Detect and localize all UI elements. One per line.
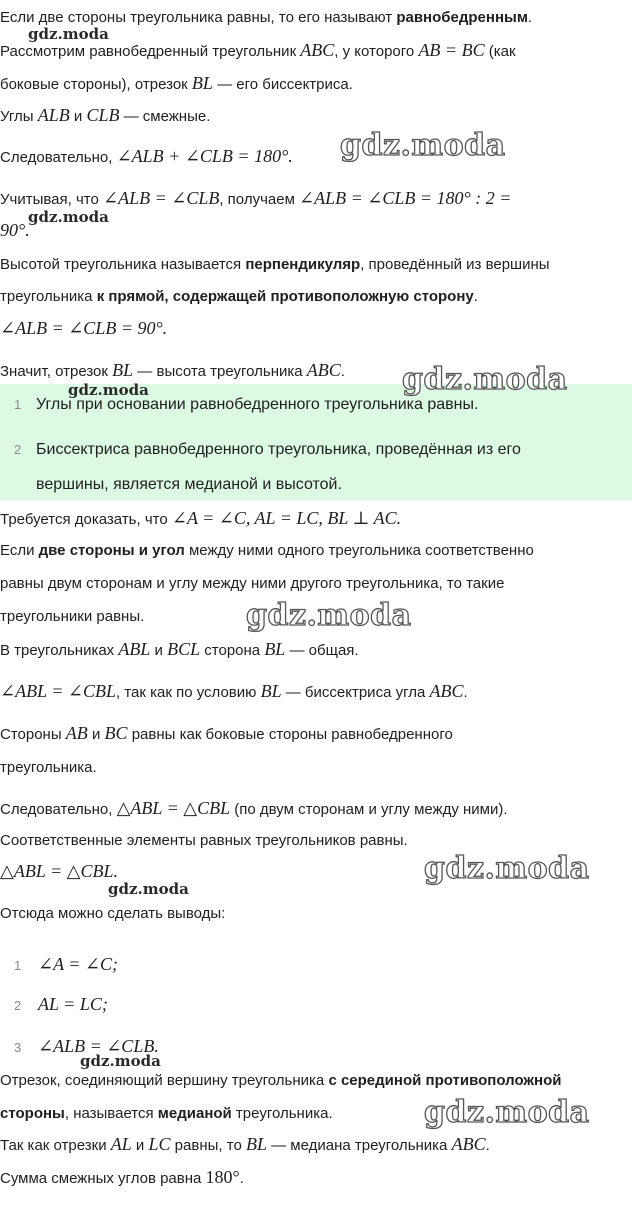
math-expr: ∠ALB + ∠CLB = 180°. (116, 146, 293, 166)
text-line (0, 188, 511, 210)
watermark-logo: gdz.moda (68, 381, 149, 399)
text-line (0, 255, 550, 275)
text-fragment: Так как отрезки (0, 1137, 111, 1154)
text-line (0, 105, 210, 127)
list-number: 1 (14, 958, 22, 973)
text-line: треугольника. (0, 759, 97, 776)
math-expr: BL (245, 1134, 267, 1154)
text-line (0, 146, 293, 168)
text-fragment: и (69, 108, 87, 125)
text-fragment: . (527, 9, 533, 26)
text-line (0, 723, 453, 745)
list-number: 3 (14, 1040, 22, 1055)
watermark-logo: gdz.moda (108, 880, 189, 898)
math-expr: 180° (205, 1167, 240, 1187)
text-fragment: Отрезок, соединяющий вершину треугольника (0, 1072, 329, 1089)
text-fragment: (по двум сторонам и углу между ними). (230, 801, 508, 818)
conclusion-item: AL = LC; (38, 994, 108, 1014)
text-fragment: треугольника. (231, 1105, 333, 1122)
list-item-continuation: вершины, является медианой и высотой. (36, 476, 342, 493)
text-fragment: и (131, 1137, 149, 1154)
text-fragment: равны, то (170, 1137, 246, 1154)
math-expr: ABC (306, 360, 341, 380)
math-expr: LC (148, 1134, 171, 1154)
math-expr: BL (112, 360, 134, 380)
bold-term: стороны (0, 1105, 65, 1122)
text-fragment: В треугольниках (0, 642, 119, 659)
text-fragment: Требуется доказать, что (0, 511, 172, 528)
math-expr: ALB (37, 105, 70, 125)
math-expr: ABL (118, 639, 151, 659)
bold-term: две стороны и угол (38, 542, 185, 559)
text-fragment: Значит, отрезок (0, 363, 113, 380)
text-fragment: Учитывая, что (0, 191, 104, 208)
text-line (0, 541, 534, 561)
bold-term: равнобедренным (396, 9, 528, 26)
conclusion-item: ∠A = ∠C; (38, 954, 118, 974)
text-fragment: Если (0, 542, 39, 559)
text-line (0, 508, 401, 530)
watermark-logo: gdz.moda (28, 208, 109, 226)
text-fragment: — медиана треугольника (266, 1137, 452, 1154)
watermark-logo: gdz.moda (28, 25, 109, 43)
math-expr: CLB (86, 105, 120, 125)
text-fragment: боковые стороны), отрезок (0, 76, 192, 93)
text-line (0, 681, 468, 703)
text-line (0, 220, 30, 242)
text-fragment: , у которого (334, 43, 419, 60)
text-line (0, 318, 167, 340)
text-fragment: и (87, 726, 105, 743)
text-fragment: Рассмотрим равнобедренный треугольник (0, 43, 301, 60)
math-expr: BC (104, 723, 128, 743)
text-line (0, 73, 353, 95)
text-fragment: . (473, 288, 478, 305)
text-line: Соответственные элементы равных треугольников равны. (0, 832, 408, 849)
text-fragment: — высота треугольника (133, 363, 307, 380)
math-expr: ∠A = ∠C, AL = LC, BL ⊥ AC. (171, 508, 402, 528)
math-expr: ABC (451, 1134, 486, 1154)
math-expr: ABC (429, 681, 464, 701)
text-fragment: Углы (0, 108, 38, 125)
text-fragment: (как (484, 43, 516, 60)
math-expr: 90°. (0, 220, 30, 240)
math-expr: ∠ALB = ∠CLB (103, 188, 220, 208)
text-fragment: Следовательно, (0, 149, 117, 166)
watermark-logo: gdz.moda (402, 362, 568, 397)
list-item: Углы при основании равнобедренного треугольника равны. (36, 396, 479, 413)
text-fragment: . (340, 363, 345, 380)
bold-term: медианой (157, 1105, 232, 1122)
text-line (0, 861, 118, 883)
watermark-logo: gdz.moda (340, 128, 506, 163)
watermark-logo: gdz.moda (424, 1095, 590, 1130)
text-fragment: — смежные. (119, 108, 211, 125)
text-line (0, 1071, 562, 1091)
watermark-logo: gdz.moda (246, 598, 412, 633)
text-line (0, 798, 508, 820)
text-line (0, 360, 345, 382)
math-expr: AB (65, 723, 88, 743)
text-fragment: сторона (200, 642, 265, 659)
bold-term: перпендикуляр (245, 256, 361, 273)
math-expr: ∠ALB = ∠CLB = 180° : 2 = (299, 188, 512, 208)
text-line (0, 1104, 333, 1124)
text-line (0, 1134, 490, 1156)
list-item: Биссектриса равнобедренного треугольника, проведённая из его (36, 441, 521, 458)
text-fragment: — его биссектриса. (212, 76, 353, 93)
text-line (0, 287, 478, 307)
math-expr: BL (264, 639, 286, 659)
text-fragment: Высотой треугольника называется (0, 256, 246, 273)
math-expr: BL (260, 681, 282, 701)
text-fragment: , получаем (219, 191, 300, 208)
text-fragment: . (239, 1170, 244, 1187)
text-fragment: Сумма смежных углов равна (0, 1170, 206, 1187)
conclusion-item: ∠ALB = ∠CLB. (38, 1036, 159, 1056)
text-line: треугольники равны. (0, 608, 145, 625)
math-expr: △ABL = △CBL (116, 798, 231, 818)
text-fragment: Если две стороны треугольника равны, то его называют (0, 9, 397, 26)
text-line (0, 1167, 244, 1189)
text-line: Отсюда можно сделать выводы: (0, 905, 226, 922)
text-fragment: между ними одного треугольника соответственно (184, 542, 534, 559)
watermark-logo: gdz.moda (424, 851, 590, 886)
text-fragment: равны как боковые стороны равнобедренного (127, 726, 453, 743)
text-fragment: , так как по условию (116, 684, 261, 701)
math-expr: BCL (167, 639, 201, 659)
bold-term: с серединой противоположной (328, 1072, 562, 1089)
math-expr: AB = BC (418, 40, 485, 60)
math-expr: ∠ABL = ∠CBL (0, 681, 116, 701)
math-expr: AL (110, 1134, 132, 1154)
text-fragment: . (463, 684, 468, 701)
math-expr: BL (191, 73, 213, 93)
text-fragment: Стороны (0, 726, 66, 743)
text-fragment: треугольника (0, 288, 97, 305)
text-line: равны двум сторонам и углу между ними другого треугольника, то такие (0, 575, 505, 592)
list-number: 2 (14, 998, 22, 1013)
text-fragment: . (485, 1137, 490, 1154)
text-line (0, 639, 359, 661)
text-line (0, 40, 516, 62)
text-fragment: и (150, 642, 168, 659)
text-fragment: , проведённый из вершины (360, 256, 550, 273)
list-number: 2 (14, 442, 22, 457)
text-fragment: — биссектриса угла (281, 684, 430, 701)
list-number: 1 (14, 397, 22, 412)
math-expr: ∠ALB = ∠CLB = 90°. (0, 318, 168, 338)
text-fragment: — общая. (285, 642, 359, 659)
math-expr: ABC (300, 40, 335, 60)
text-fragment: , называется (64, 1105, 158, 1122)
bold-term: к прямой, содержащей противоположную сторону (96, 288, 474, 305)
math-expr: △ABL = △CBL. (0, 861, 119, 881)
watermark-logo: gdz.moda (80, 1052, 161, 1070)
text-fragment: Следовательно, (0, 801, 117, 818)
